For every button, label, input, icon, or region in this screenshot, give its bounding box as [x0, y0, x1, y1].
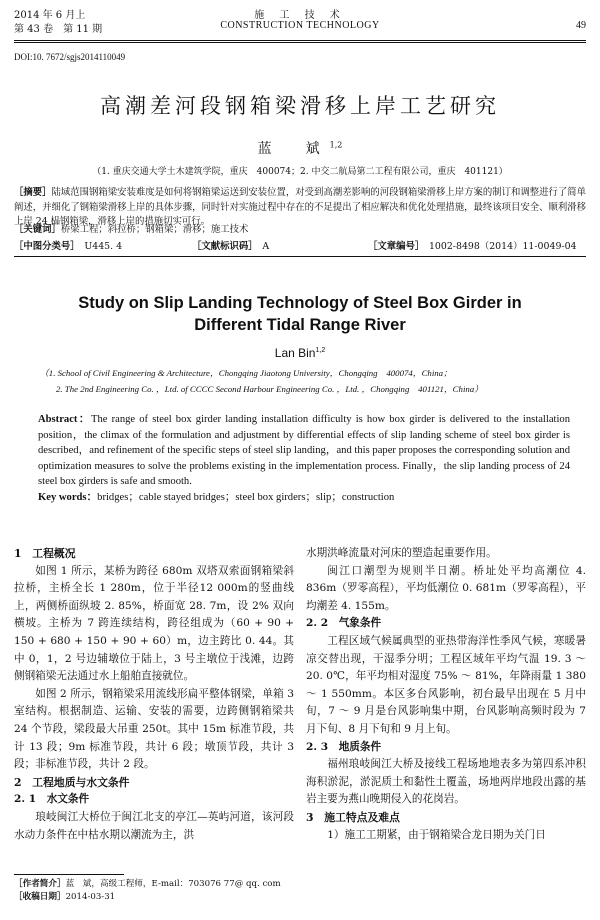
doc-code-label: ［文献标识码］: [192, 241, 253, 252]
section-1-paragraph-1: 如图 1 所示，某桥为跨径 680m 双塔双索面钢箱梁斜拉桥，主桥全长 1 280m，位于半径12 000m的竖曲线上，两侧桥面纵坡 2. 85%，桥面宽 28. 7m，设 2% 双向横坡。主桥为 7 跨连续结构，跨径组成为（60 + 90 + 150 + 680 + 150 + 90 + 60）m，边主跨比 0. 44。其中 0，1，2 号边辅墩位于陆上，3 号主墩位于浅滩，边跨侧钢箱梁无法通过水上船舶直接就位。: [14, 564, 294, 683]
section-1-paragraph-2: 如图 2 所示，钢箱梁采用流线形扁平整体钢梁，单箱 3 室结构。根据制造、运输、安装的需要，边跨侧钢箱梁共 24 个节段，梁段最大吊重 250t。其中 15m 标准节段，共计 13 段；9m 标准节段，共计 6 段；墩顶节段，共计 3 段；非标准节段，共计 2 段。: [14, 687, 294, 771]
page-header: [14, 6, 586, 40]
received-date-value: 2014-03-31: [65, 892, 116, 902]
section-2-2-paragraph-1: 工程区域气候属典型的亚热带海洋性季风气候，寒暖暑凉交替出现，干湿季分明；工程区域年平均气温 19. 3 ～ 20. 0℃，年平均相对湿度 75% ～ 81%，年降雨量 1 380 ～ 1 550mm。本区多台风影响，初台最早出现在 5 月中旬，7 ～ 9 月是台风影响集中期，台风影响高频时段为 7 月下旬、8 月下旬和 9 月上旬。: [306, 634, 586, 735]
doc-code: [192, 238, 269, 252]
section-2-2-title: 2. 2 气象条件: [306, 617, 382, 630]
abstract-en-label: Abstract：: [38, 414, 91, 425]
clc-label: ［中图分类号］: [14, 241, 75, 252]
meta-row: [14, 238, 586, 252]
clc-value: U445. 4: [84, 241, 123, 252]
title-en-line1: Study on Slip Landing Technology of Steel Box Girder in: [78, 294, 522, 312]
abstract-en-text: The range of steel box girder landing installation difficulty is how box girder is delivered to the installation position，the climax of the formulation and adjustment by differential effects of slip landing scheme of steel box girder is described，and refinement of the specific steps of steel slip landing，and this paper proposes the corresponding solution and optimization measures to solve the problems existing in the implementation process. Finally，the slip landing process of 24 steel box girders is safe and smooth.: [38, 414, 571, 488]
section-3-paragraph-1: 1）施工工期紧，由于钢箱梁合龙日期为关门日: [327, 828, 546, 841]
author-en-name: Lan Bin: [274, 346, 316, 360]
body-right-column: [306, 545, 586, 844]
received-date: [14, 891, 294, 904]
section-2-title: 2 工程地质与水文条件: [14, 775, 130, 789]
section-2-1-title: 2. 1 水文条件: [14, 793, 90, 806]
author-en: [0, 346, 600, 360]
section-1-title: 1 工程概况: [14, 547, 76, 560]
footnote-rule: [14, 874, 124, 875]
keywords-zh-label: ［关键词］: [14, 224, 61, 235]
clc: [14, 238, 122, 252]
title-zh: 高潮差河段钢箱梁滑移上岸工艺研究: [100, 94, 500, 118]
section-2-3-paragraph-1: 福州琅岐闽江大桥及接线工程场地地表多为第四系冲积海积淤泥，淤泥质土和黏性土覆盖，场地两岸地段出露的基岩主要为燕山晚期侵入的花岗岩。: [306, 758, 586, 806]
journal-name-en: CONSTRUCTION TECHNOLOGY: [220, 20, 380, 31]
keywords-en-label: Key words：: [38, 491, 98, 503]
keywords-zh: [14, 223, 586, 238]
section-2-1-paragraph-2: 闽江口潮型为规则半日潮。桥址处平均高潮位 4. 836m（罗零高程），平均低潮位 0. 681m（罗零高程），平均潮差 4. 155m。: [306, 564, 586, 612]
issue-date: 2014 年 6 月上: [14, 10, 86, 21]
section-2-3-title: 2. 3 地质条件: [306, 740, 382, 753]
body-left-column: [14, 545, 294, 844]
title-en: [0, 292, 600, 336]
doi: DOI:10. 7672/sgjs2014110049: [14, 52, 126, 62]
author-zh-name: 蓝 斌: [257, 141, 330, 157]
received-date-label: ［收稿日期］: [14, 892, 66, 902]
section-3-title: 3 施工特点及难点: [306, 810, 400, 824]
article-number-value: 1002-8498（2014）11-0049-04: [428, 241, 577, 252]
page-number: 49: [576, 20, 586, 31]
abstract-en: [38, 412, 570, 506]
author-bio-text: 蓝 斌，高级工程师，E-mail：703076 77@ qq. com: [65, 879, 281, 889]
affiliation-en-1: （1. School of Civil Engineering & Architecture，Chongqing Jiaotong University，Chongqing 400074，China；: [40, 368, 452, 378]
issue-volume: 第 43 卷 第 11 期: [14, 24, 103, 35]
abstract-rule: [14, 256, 586, 257]
article-number-label: ［文章编号］: [368, 241, 420, 252]
abstract-zh-label: ［摘要］: [14, 187, 52, 198]
footnote: [14, 878, 294, 904]
affiliation-en-2: 2. The 2nd Engineering Co. ，Ltd. of CCCC Second Harbour Engineering Co. ，Ltd. ，Chongqing 401121，China）: [56, 384, 483, 394]
title-en-line2: Different Tidal Range River: [194, 316, 406, 334]
author-zh-sup: 1,2: [329, 140, 343, 150]
article-number: [368, 238, 577, 252]
author-zh: [0, 138, 600, 158]
doc-code-value: A: [262, 241, 270, 252]
section-2-1-paragraph-1-cont: 水期洪峰流量对河床的塑造起重要作用。: [306, 547, 497, 559]
header-rule: [14, 40, 586, 41]
keywords-en-text: bridges；cable stayed bridges；steel box girders；slip；construction: [97, 491, 395, 503]
author-bio-label: ［作者简介］: [14, 879, 66, 889]
author-en-sup: 1,2: [315, 347, 326, 354]
journal-name-zh: 施 工 技 术: [254, 10, 346, 21]
affiliation-zh: （1. 重庆交通大学土木建筑学院，重庆 400074；2. 中交二航局第二工程有限公司，重庆 401121）: [92, 167, 508, 177]
abstract-zh-text: 陆域范围钢箱梁安装难度是如何将钢箱梁运送到安装位置，对受到高潮差影响的河段钢箱梁滑移上岸方案的制订和调整进行了简单阐述，并细化了钢箱梁滑移上岸的具体步骤，同时针对实施过程中存在的不足提出了相应解决和优化处理措施，最终该项目安全、顺利滑移上岸 24 榀钢箱梁，滑移上岸的措施切实可行。: [14, 187, 586, 228]
header-rule-2: [14, 42, 586, 43]
author-bio: [14, 878, 294, 891]
keywords-zh-text: 桥梁工程；斜拉桥；钢箱梁；滑移；施工技术: [60, 224, 249, 235]
section-2-1-paragraph-1: 琅岐闽江大桥位于闽江北支的亭江—英屿河道，该河段水动力条件在中枯水期以潮流为主，洪: [14, 810, 294, 841]
